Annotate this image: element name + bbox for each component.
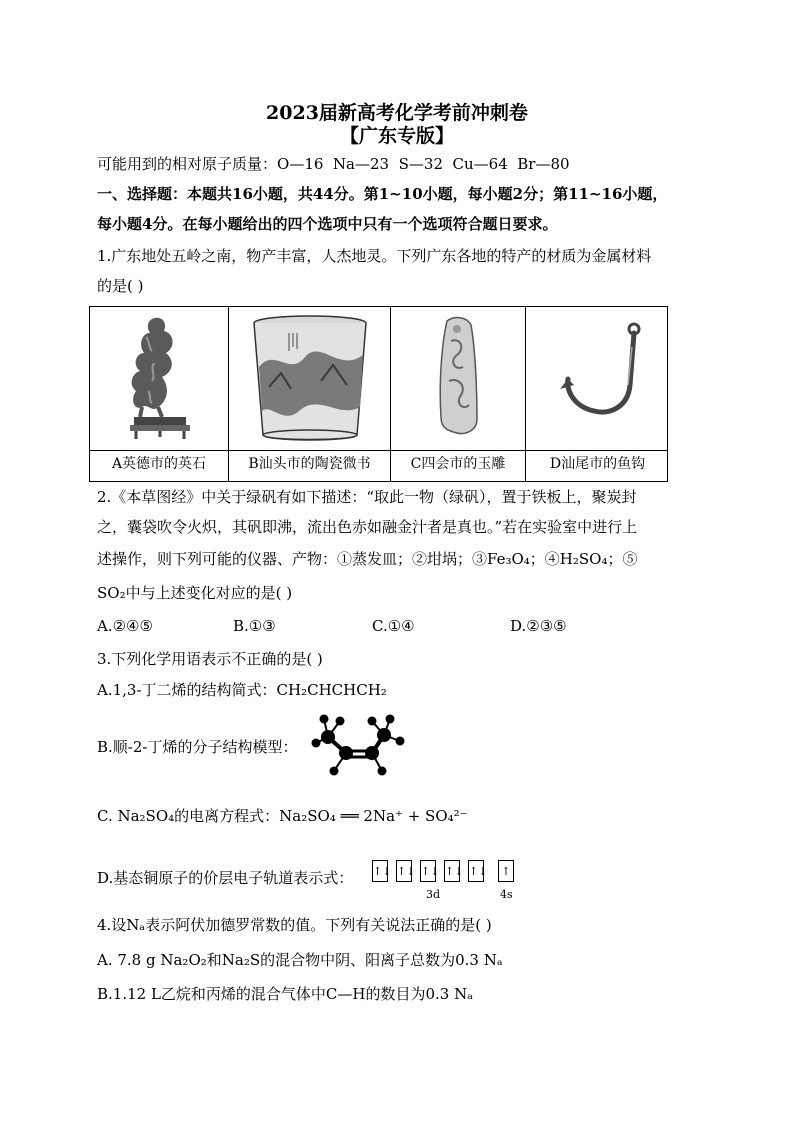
q2-option-d[interactable]: D.②③⑤ <box>510 617 567 635</box>
q1-option-a-cell[interactable] <box>90 307 229 481</box>
atomic-masses-values: O—16 Na—23 S—32 Cu—64 Br—80 <box>277 155 570 173</box>
orbital-3d-box: ↑↓ <box>372 860 388 882</box>
fish-hook-icon <box>526 307 669 449</box>
q1-stem-line1: 1.广东地处五岭之南，物产丰富，人杰地灵。下列广东各地的特产的材质为金属材料 <box>97 247 652 265</box>
q3-option-d[interactable]: D.基态铜原子的价层电子轨道表示式： <box>97 869 354 887</box>
orbital-3d-box: ↑↓ <box>420 860 436 882</box>
orbital-4s-label: 4s <box>500 888 513 901</box>
orbital-3d-box: ↑↓ <box>444 860 460 882</box>
section-instructions-line2: 每小题4分。在每小题给出的四个选项中只有一个选项符合题日要求。 <box>97 215 558 233</box>
q3-option-c[interactable]: C. Na₂SO₄的电离方程式：Na₂SO₄ ══ 2Na⁺ + SO₄²⁻ <box>97 807 468 825</box>
page-subtitle: 【广东专版】 <box>339 125 454 147</box>
q2-stem-line3: 述操作，则下列可能的仪器、产物：①蒸发皿；②坩埚；③Fe₃O₄；④H₂SO₄；⑤ <box>97 550 638 568</box>
q1-option-b-cell[interactable] <box>229 307 391 481</box>
cis-2-butene-model-icon <box>300 713 410 779</box>
page-title: 2023届新高考化学考前冲刺卷 <box>266 102 528 124</box>
orbital-3d-label: 3d <box>426 888 441 901</box>
q2-stem-line2: 之，囊袋吹令火炽，其矾即沸，流出色赤如融金汁者是真也。”若在实验室中进行上 <box>97 518 638 536</box>
q1-option-a-label: A英德市的英石 <box>111 456 207 472</box>
q1-option-c-cell[interactable] <box>391 307 526 481</box>
q1-image-table <box>89 306 668 482</box>
q4-stem: 4.设Nₐ表示阿伏加德罗常数的值。下列有关说法正确的是( ) <box>97 916 492 934</box>
q4-option-b[interactable]: B.1.12 L乙烷和丙烯的混合气体中C—H的数目为0.3 Nₐ <box>97 985 474 1003</box>
orbital-4s-box: ↑ <box>498 860 514 882</box>
q3-stem: 3.下列化学用语表示不正确的是( ) <box>97 650 323 668</box>
q2-option-b[interactable]: B.①③ <box>233 617 276 635</box>
yingshi-stone-icon <box>90 307 229 449</box>
atomic-masses-line <box>97 154 570 174</box>
q4-option-a[interactable]: A. 7.8 g Na₂O₂和Na₂S的混合物中阴、阳离子总数为0.3 Nₐ <box>97 951 503 969</box>
q2-option-a[interactable]: A.②④⑤ <box>97 617 153 635</box>
q3-option-b[interactable]: B.顺-2-丁烯的分子结构模型： <box>97 738 298 756</box>
q3-option-a[interactable]: A.1,3-丁二烯的结构简式：CH₂CHCHCH₂ <box>97 681 387 699</box>
q1-option-c-label: C四会市的玉雕 <box>410 456 506 472</box>
orbital-3d-box: ↑↓ <box>396 860 412 882</box>
q1-stem-line2: 的是( ) <box>97 277 144 295</box>
q1-option-d-label: D汕尾市的鱼钩 <box>549 456 646 472</box>
orbital-3d-box: ↑↓ <box>468 860 484 882</box>
jade-carving-icon <box>391 307 526 449</box>
q2-option-c[interactable]: C.①④ <box>372 617 415 635</box>
q1-option-b-label: B汕头市的陶瓷微书 <box>248 456 371 472</box>
q1-option-d-cell[interactable] <box>526 307 669 481</box>
atomic-masses-label: 可能用到的相对原子质量： <box>97 155 278 173</box>
q2-stem-line4: SO₂中与上述变化对应的是( ) <box>97 584 293 602</box>
q2-stem-line1: 2.《本草图经》中关于绿矾有如下描述：“取此一物（绿矾），置于铁板上，聚炭封 <box>97 488 637 506</box>
ceramic-pot-icon <box>229 307 391 449</box>
section-instructions-line1: 一、选择题：本题共16小题，共44分。第1~10小题，每小题2分；第11~16小题， <box>97 185 668 203</box>
